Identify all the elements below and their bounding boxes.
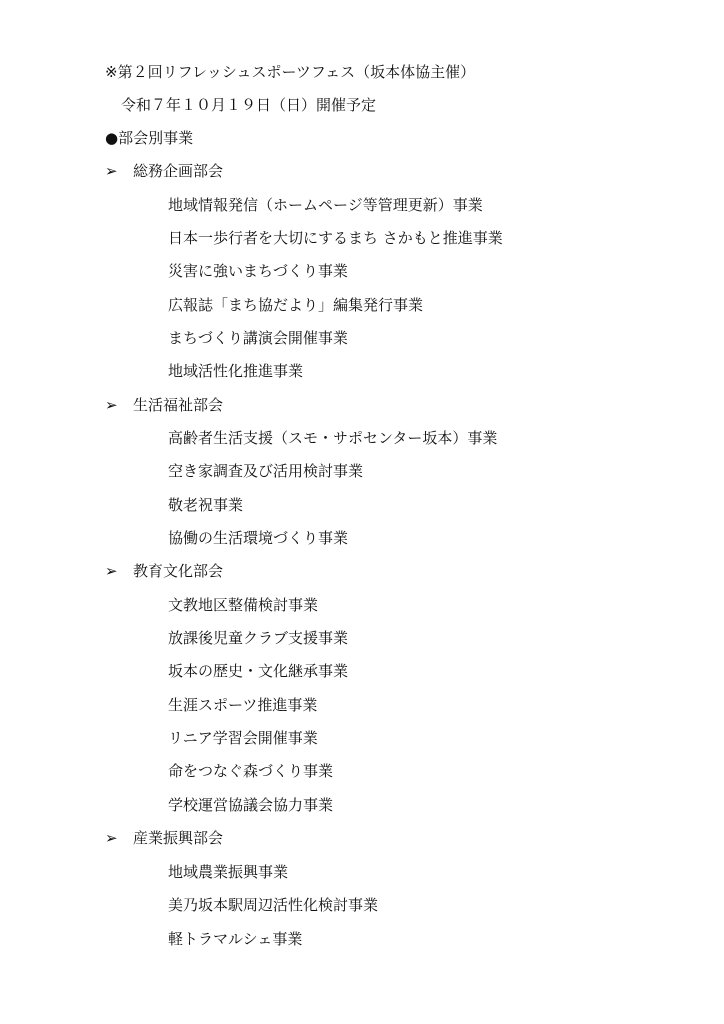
notice-line-1: ※第２回リフレッシュスポーツフェス（坂本体協主催） <box>105 63 476 81</box>
section-heading: ●部会別事業 <box>105 129 194 147</box>
department-name: 生活福祉部会 <box>133 396 224 414</box>
project-item: 生涯スポーツ推進事業 <box>168 696 318 714</box>
department-heading-somu <box>105 161 223 181</box>
arrow-bullet-icon: ➢ <box>105 562 118 580</box>
project-item: 美乃坂本駅周辺活性化検討事業 <box>168 896 379 914</box>
project-item: 高齢者生活支援（スモ・サポセンター坂本）事業 <box>168 429 498 447</box>
project-item: リニア学習会開催事業 <box>168 729 318 747</box>
project-item: 災害に強いまちづくり事業 <box>168 262 348 280</box>
project-item: まちづくり講演会開催事業 <box>168 329 348 347</box>
project-item: 坂本の歴史・文化継承事業 <box>168 662 349 680</box>
arrow-bullet-icon: ➢ <box>105 162 118 180</box>
department-name: 教育文化部会 <box>133 562 224 580</box>
department-heading-kyoiku <box>105 561 223 581</box>
project-item: 協働の生活環境づくり事業 <box>168 529 349 547</box>
project-item: 学校運営協議会協力事業 <box>168 796 334 814</box>
project-item: 地域活性化推進事業 <box>168 362 304 380</box>
project-item: 地域農業振興事業 <box>168 863 289 881</box>
project-item: 文教地区整備検討事業 <box>168 596 319 614</box>
arrow-bullet-icon: ➢ <box>105 396 118 414</box>
arrow-bullet-icon: ➢ <box>105 829 118 847</box>
project-item: 地域情報発信（ホームページ等管理更新）事業 <box>168 196 483 214</box>
department-name: 総務企画部会 <box>133 162 224 180</box>
department-heading-sangyo <box>105 828 223 848</box>
project-item: 広報誌「まち協だより」編集発行事業 <box>168 296 424 314</box>
department-heading-fukushi <box>105 395 223 415</box>
department-name: 産業振興部会 <box>133 829 224 847</box>
project-item: 軽トラマルシェ事業 <box>168 930 303 948</box>
project-item: 空き家調査及び活用検討事業 <box>168 462 364 480</box>
project-item: 放課後児童クラブ支援事業 <box>168 629 349 647</box>
project-item: 命をつなぐ森づくり事業 <box>168 762 334 780</box>
notice-line-2: 令和７年１０月１９日（日）開催予定 <box>121 96 377 114</box>
project-item: 敬老祝事業 <box>168 496 244 514</box>
project-item: 日本一歩行者を大切にするまち さかもと推進事業 <box>168 229 503 247</box>
